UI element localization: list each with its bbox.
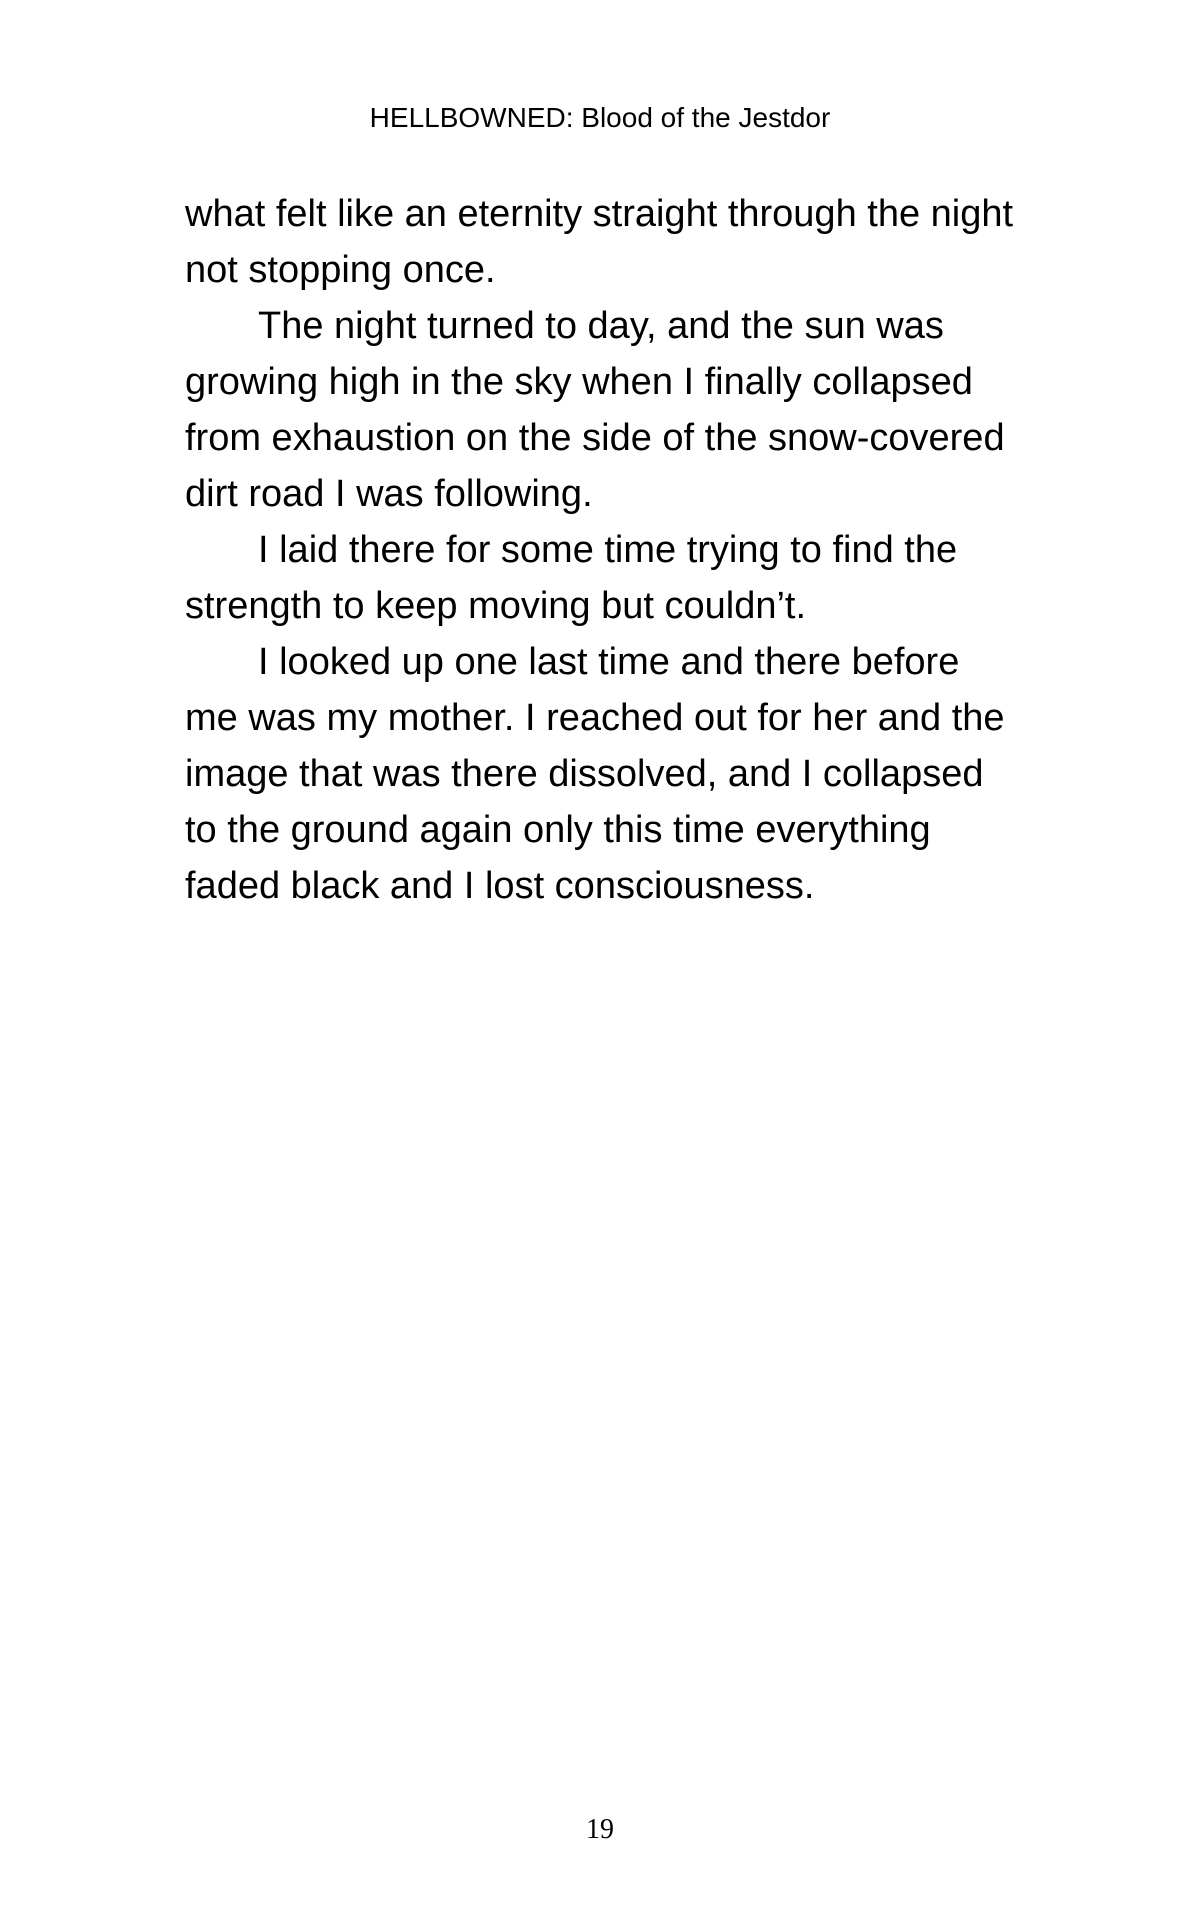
body-text bbox=[185, 186, 1085, 914]
text-line: faded black and I lost consciousness. bbox=[185, 865, 815, 907]
text-line: to the ground again only this time everything bbox=[185, 809, 931, 851]
text-line: The night turned to day, and the sun was bbox=[258, 305, 944, 347]
page-number: 19 bbox=[586, 1814, 614, 1845]
text-line: dirt road I was following. bbox=[185, 473, 593, 515]
text-line: image that was there dissolved, and I collapsed bbox=[185, 753, 984, 795]
text-line: from exhaustion on the side of the snow-covered bbox=[185, 417, 1005, 459]
text-line: strength to keep moving but couldn’t. bbox=[185, 585, 807, 627]
text-line: not stopping once. bbox=[185, 249, 496, 291]
running-header: HELLBOWNED: Blood of the Jestdor bbox=[369, 102, 831, 133]
text-line: I laid there for some time trying to find the bbox=[258, 529, 958, 571]
text-line: what felt like an eternity straight through the night bbox=[185, 193, 1014, 235]
text-line: I looked up one last time and there before bbox=[258, 641, 960, 683]
text-line: me was my mother. I reached out for her and the bbox=[185, 697, 1005, 739]
text-line: growing high in the sky when I finally collapsed bbox=[185, 361, 973, 403]
